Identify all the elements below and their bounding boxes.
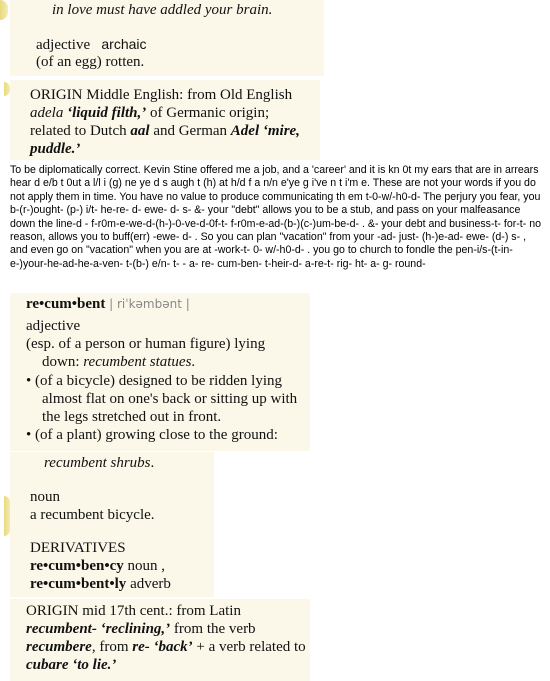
page-curl-icon xyxy=(0,0,8,20)
sense-1-line-2 xyxy=(42,353,195,371)
sense-text: . xyxy=(191,354,196,370)
origin-line-3 xyxy=(26,638,306,656)
origin-word: re- xyxy=(132,639,150,655)
origin-gloss: ‘reclining,’ xyxy=(100,621,171,637)
origin-line-2 xyxy=(30,104,269,122)
origin-word: recumbere xyxy=(26,639,92,655)
origin-gloss: ‘to lie.’ xyxy=(72,657,117,673)
part-of-speech-noun: noun xyxy=(30,489,60,505)
bullet-icon: • xyxy=(26,373,32,389)
derivative-word: re•cum•ben•cy xyxy=(30,558,124,574)
origin-gloss: ‘back’ xyxy=(153,639,193,655)
headword-line xyxy=(26,295,190,313)
note-text: To be diplomatically correct. Kevin Stine offered me a job, and a 'career' and it is kn 0t my ears that are in arrears hear d e/b t 0ut a l/l i (g) ne ye d s augh t (h) at h/d f a n/n e'ye g i've n t i'm e. These are not your words if you do not apply them in time. You have no value to produce communicating th em t-0-w/-h0-d- The perjury you fear, you b-(r-)ought- (p-) i/t- he-re- d- ewe- d- s- &- your "debt" allows you to be a stub, and pass on your malfeasance down the line-d - f-r0m-e-we-d-(h-)-0-ve-d-0f-t- f-r0m-e-ad-(b-)(c-)um-be-d- . &- your debt and business-t- for-t- no reason, allows you to buff(err) -ewe- d- . So you can plan "vacation" from your -ad- just- (h-)e-ad- ewe- (d-) s- , and even go on "vacation" when you are at -work-t- 0- w/-h0-d- . you go to church to fondle the pen-i/s-(t-in-e-)your-he-ad-he-a-ven- t-(b-) e/n- t- - a- re- cum-ben- t-heir-d- a-re-t- rig- ht- a- g- round- xyxy=(10,164,541,270)
noun-definition: a recumbent bicycle. xyxy=(30,507,155,523)
part-of-speech: adjective xyxy=(26,318,81,334)
page-curl-icon xyxy=(4,82,10,96)
origin-line-1: ORIGIN Middle English: from Old English xyxy=(30,87,293,103)
bullet-icon: • xyxy=(26,427,32,443)
origin-line-4: puddle.’ xyxy=(30,141,81,157)
dictionary-card-entry xyxy=(10,293,310,451)
sense-3-line-2 xyxy=(44,454,154,472)
example-text: in love must have addled your brain. xyxy=(52,2,273,18)
origin-text: from the verb xyxy=(173,621,256,637)
origin-line-1: ORIGIN mid 17th cent.: from Latin xyxy=(26,603,241,619)
example-text: recumbent statues xyxy=(83,354,192,370)
example-text: recumbent shrubs xyxy=(44,455,151,471)
derivative-pos: noun , xyxy=(127,558,166,574)
derivative-word: re•cum•bent•ly xyxy=(30,576,127,592)
derivative-2 xyxy=(30,575,171,593)
origin-word: adela xyxy=(30,105,64,121)
note-text-block xyxy=(10,164,545,271)
origin-text: related to Dutch xyxy=(30,123,127,139)
origin-line-4 xyxy=(26,656,116,674)
pronunciation: | riˈkəmbənt | xyxy=(109,297,190,311)
origin-text: , from xyxy=(91,639,129,655)
pos-label xyxy=(36,35,147,54)
definition-text: (of an egg) rotten. xyxy=(36,54,145,70)
headword: re•cum•bent xyxy=(26,296,106,312)
origin-text: of Germanic origin; xyxy=(150,105,270,121)
origin-text: and German xyxy=(153,123,228,139)
sense-2-line-2: almost flat on one's back or sitting up with xyxy=(42,391,298,407)
sense-3-line-1 xyxy=(26,426,278,444)
dictionary-card-top xyxy=(10,0,324,76)
origin-word: Adel ‘mire, xyxy=(230,123,300,139)
origin-word: cubare xyxy=(26,657,69,673)
origin-card-1 xyxy=(10,80,320,160)
sense-text: down: xyxy=(42,354,80,370)
page-curl-icon xyxy=(4,496,10,536)
sense-text: . xyxy=(150,455,155,471)
origin-line-2 xyxy=(26,620,256,638)
origin-word: aal xyxy=(130,123,150,139)
sense-text: (of a bicycle) designed to be ridden lying xyxy=(35,373,283,389)
sense-2-line-3: the legs stretched out in front. xyxy=(42,409,222,425)
sense-1-line-1: (esp. of a person or human figure) lying xyxy=(26,336,266,352)
register-label: archaic xyxy=(101,36,147,52)
origin-gloss: ‘liquid filth,’ xyxy=(67,105,147,121)
origin-card-2 xyxy=(10,599,310,681)
part-of-speech: adjective xyxy=(36,37,91,53)
sense-2-line-1 xyxy=(26,372,282,390)
origin-text: + a verb related to xyxy=(196,639,306,655)
origin-line-3 xyxy=(30,122,300,140)
derivatives-label: DERIVATIVES xyxy=(30,540,126,556)
dictionary-card-entry-lower xyxy=(10,452,214,597)
sense-text: (of a plant) growing close to the ground: xyxy=(35,427,278,443)
origin-word: recumbent- xyxy=(26,621,97,637)
derivative-1 xyxy=(30,557,165,575)
derivative-pos: adverb xyxy=(130,576,171,592)
